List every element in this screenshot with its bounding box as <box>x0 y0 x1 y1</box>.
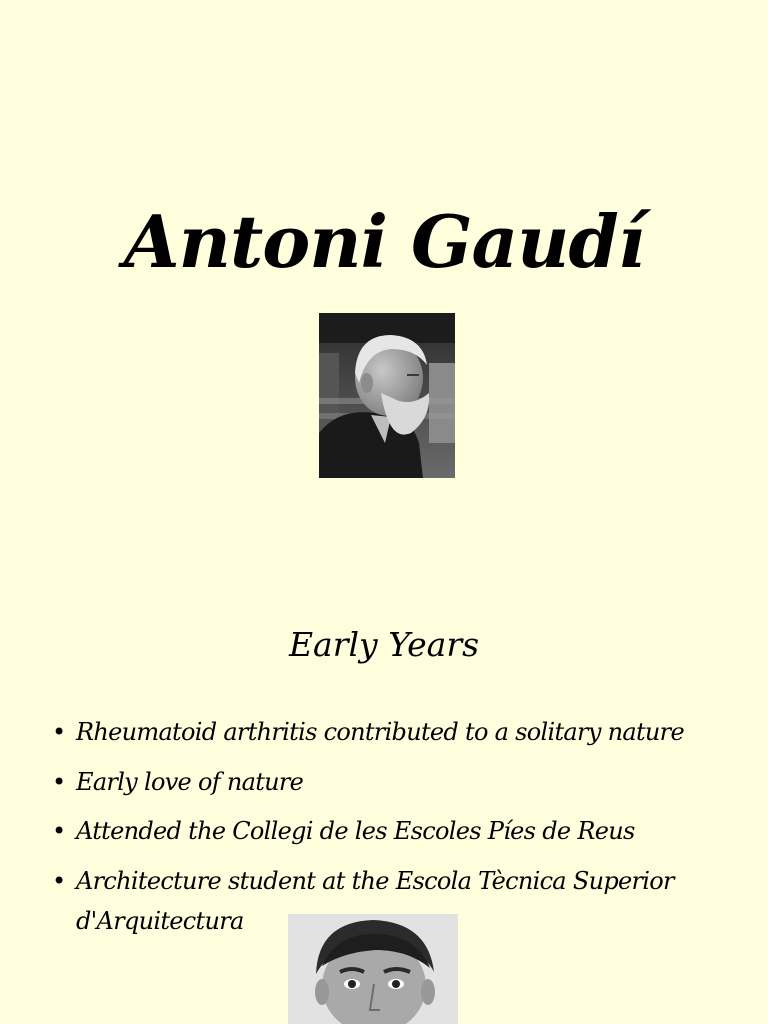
portrait-old-gaudi-image <box>319 313 455 478</box>
portrait-young-gaudi-image <box>288 914 458 1024</box>
bullet-marker: • <box>52 817 66 845</box>
slide-title: Antoni Gaudí <box>123 199 645 284</box>
list-item-text: Rheumatoid arthritis contributed to a solitary nature <box>76 718 684 746</box>
list-item <box>52 762 752 802</box>
list-item <box>52 811 752 851</box>
list-item-text: Attended the Collegi de les Escoles Píes de Reus <box>76 817 635 845</box>
list-item-text: Architecture student at the Escola Tècnica Superior <box>76 866 674 895</box>
list-item <box>52 712 752 752</box>
bullet-marker: • <box>52 718 66 746</box>
list-item-text: Early love of nature <box>76 767 304 796</box>
bullet-marker: • <box>52 767 66 796</box>
section-heading: Early Years <box>288 625 480 664</box>
early-years-slide <box>0 560 768 1024</box>
bullet-marker: • <box>52 866 66 895</box>
list-item-text-continued: d'Arquitectura <box>76 906 244 935</box>
